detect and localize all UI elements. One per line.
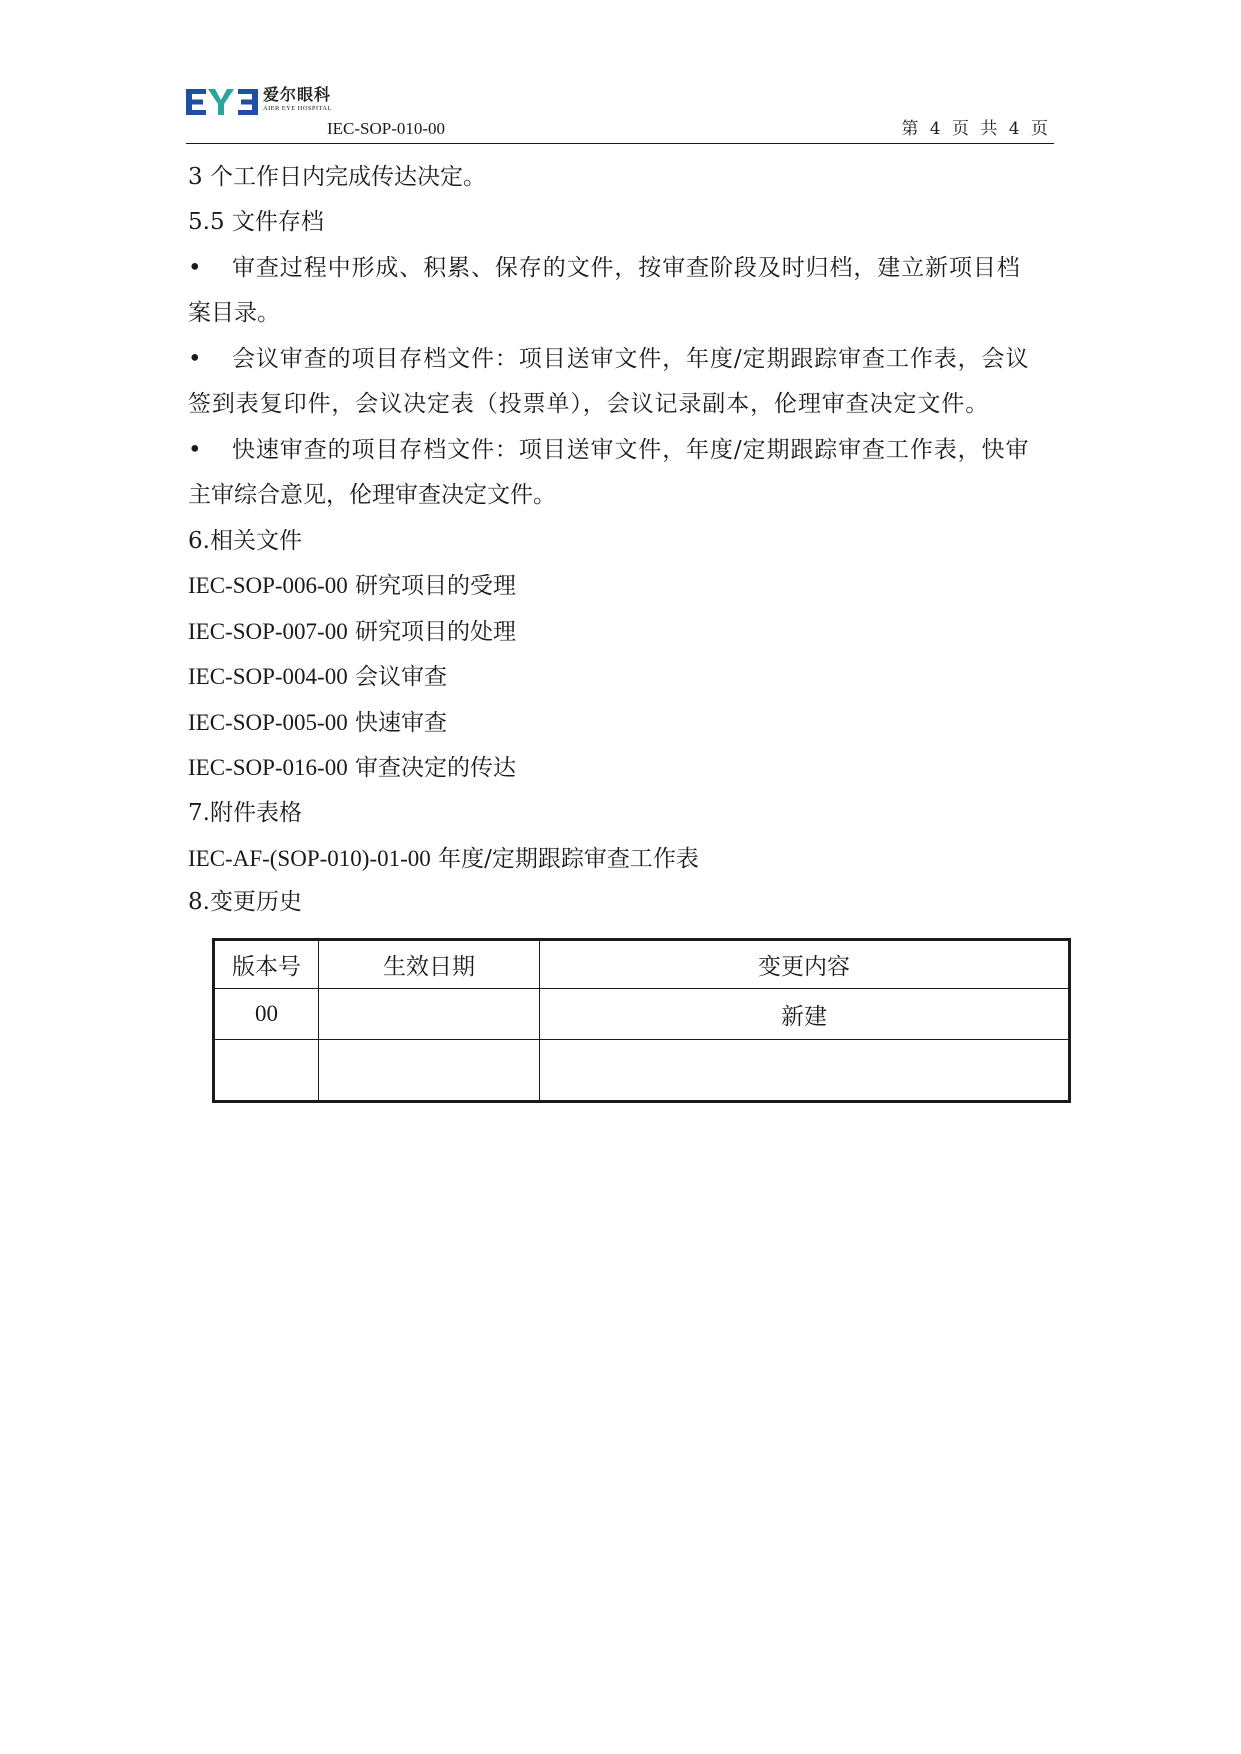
- related-doc-code: IEC-SOP-005-00: [188, 710, 348, 735]
- bullet-item: [188, 435, 1052, 465]
- related-doc: [188, 571, 516, 601]
- header-version: 版本号: [214, 940, 319, 989]
- related-doc-title: 快速审查: [355, 710, 448, 736]
- body-line: 主审综合意见，伦理审查决定文件。: [188, 482, 556, 508]
- hospital-logo: [186, 86, 258, 118]
- section-heading-history: 8.变更历史: [188, 889, 302, 915]
- bullet-icon: •: [188, 437, 203, 463]
- page-number: 第 4 页 共 4 页: [901, 119, 1048, 139]
- document-id: IEC-SOP-010-00: [327, 119, 446, 138]
- cell-change-content: 新建: [540, 989, 1070, 1040]
- bullet-item: [188, 344, 1052, 374]
- bullet-text: 会议审查的项目存档文件：项目送审文件，年度/定期跟踪审查工作表，会议: [232, 346, 1030, 372]
- attachment-title: 年度/定期跟踪审查工作表: [438, 846, 699, 872]
- related-doc: [188, 708, 447, 738]
- bullet-item: [188, 253, 1052, 283]
- cell-effective-date: [319, 1040, 540, 1102]
- section-heading-archive: 5.5 文件存档: [188, 209, 324, 235]
- attachment-doc: [188, 844, 699, 874]
- table-row: [214, 1040, 1070, 1102]
- cell-version: [214, 1040, 319, 1102]
- cell-effective-date: [319, 989, 540, 1040]
- brand-name-cn: 爱尔眼科: [263, 85, 332, 104]
- related-doc: [188, 617, 516, 647]
- related-doc: [188, 662, 447, 692]
- section-heading-attachments: 7.附件表格: [188, 800, 302, 826]
- brand-block: [263, 86, 332, 113]
- related-doc-title: 研究项目的处理: [355, 619, 517, 645]
- related-doc-code: IEC-SOP-016-00: [188, 755, 348, 780]
- cell-change-content: [540, 1040, 1070, 1102]
- change-history-table: [212, 938, 1071, 1103]
- related-doc-title: 研究项目的受理: [355, 573, 517, 599]
- related-doc-code: IEC-SOP-007-00: [188, 619, 348, 644]
- related-doc-title: 审查决定的传达: [355, 755, 517, 781]
- related-doc-code: IEC-SOP-004-00: [188, 664, 348, 689]
- bullet-text: 审查过程中形成、积累、保存的文件，按审查阶段及时归档，建立新项目档: [232, 255, 1021, 281]
- attachment-code: IEC-AF-(SOP-010)-01-00: [188, 846, 431, 871]
- bullet-icon: •: [188, 255, 203, 281]
- table-row: [214, 989, 1070, 1040]
- bullet-text: 快速审查的项目存档文件：项目送审文件，年度/定期跟踪审查工作表，快审: [232, 437, 1030, 463]
- header-effective-date: 生效日期: [319, 940, 540, 989]
- body-line: 签到表复印件，会议决定表（投票单），会议记录副本，伦理审查决定文件。: [188, 391, 990, 417]
- body-line: 3 个工作日内完成传达决定。: [188, 164, 486, 190]
- table-header-row: [214, 940, 1070, 989]
- eye-logo-icon: [186, 87, 258, 117]
- body-line: 案目录。: [188, 300, 280, 326]
- section-heading-related: 6.相关文件: [188, 528, 302, 554]
- related-doc: [188, 753, 516, 783]
- bullet-icon: •: [188, 346, 203, 372]
- header-change-content: 变更内容: [540, 940, 1070, 989]
- related-doc-code: IEC-SOP-006-00: [188, 573, 348, 598]
- brand-name-en: AIER EYE HOSPITAL: [263, 105, 332, 112]
- header-divider: [186, 143, 1054, 144]
- related-doc-title: 会议审查: [355, 664, 448, 690]
- cell-version: 00: [214, 989, 319, 1040]
